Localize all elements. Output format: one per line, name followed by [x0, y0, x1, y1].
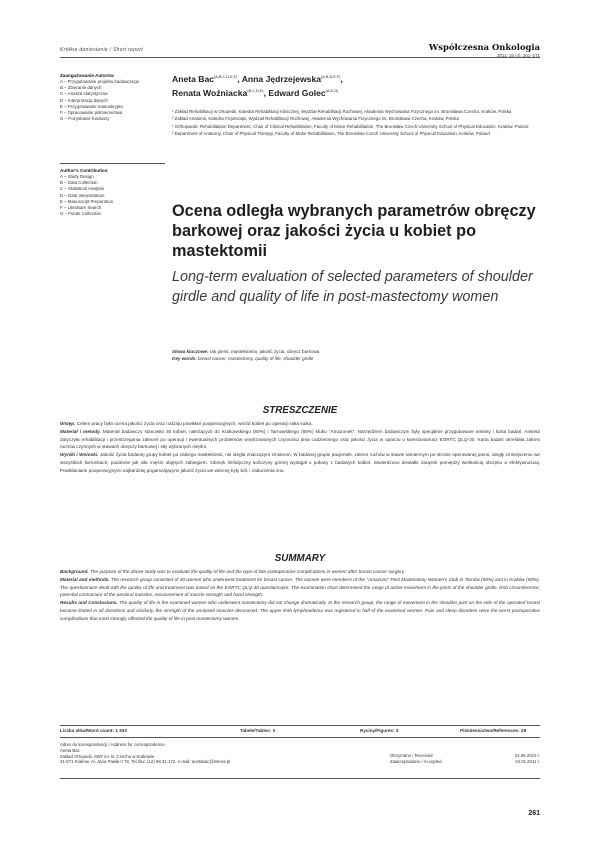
contribution-item: F – Literature Search: [60, 205, 102, 211]
journal-volume: 2011; 15 (4): 261–271: [497, 53, 540, 58]
contribution-item: G – Funds Collection: [60, 211, 101, 217]
contribution-item: A – Study Design: [60, 174, 94, 179]
stats-rule-top: [60, 725, 540, 726]
abstract-text: Celem pracy była ocena jakości życia oraz rodzaju powikłań pooperacyjnych, wśród kobiet po operacji raka sutka.: [76, 421, 313, 426]
section-category: Krótkie doniesienie / Short report: [60, 47, 144, 53]
contribution-pl: [60, 73, 165, 122]
contribution-item: E – Manuscript Preparation: [60, 198, 114, 204]
abstract-text: Materiał badawczy stanowiło 30 kobiet, należących do Krakowskiego (50%) i Tarnowskiego (50%) klubu "Amazonek". Narzędziem badawczym były specjalnie przygotowane ankiety i karta badań. Ankieta dotyczyła rehabilitacji i przestrzegania zaleceń po operacji i ewentualnych problemów wnętrzowanych czynności dnia codziennego oraz jakości życia w oparciu o kwestionariusz EORTC QLQ-30. Karta badań określała zakres ruchów czynnych w stawach obręczy barkowej i siły wybranych mięśni.: [60, 428, 540, 450]
affiliation: ² Department of Anatomy, Chair of Physical Therapy, Faculty of Motor Rehabilitation, The Bronisław Czech University School of Physical Education, Kraków, Poland: [172, 131, 490, 137]
abstract-label: Background.: [60, 569, 89, 574]
abstract-pl-heading: STRESZCZENIE: [262, 405, 338, 416]
contribution-item: D – Data Interpretation: [60, 192, 105, 198]
contribution-item: A – Przygotowanie projektu badawczego: [60, 79, 140, 84]
word-count: Liczba słów/Word count: 1 333: [60, 728, 127, 733]
author-name: Anna Jędrzejewska: [241, 74, 322, 84]
author-name: Edward Golec: [268, 88, 326, 98]
keywords-pl: rak piersi, mastektomia, jakość życia, obręcz barkowa: [209, 349, 320, 354]
contribution-en: [60, 168, 165, 217]
journal-name: Współczesna Onkologia: [428, 42, 540, 52]
abstract-label: Results and Conclusions.: [60, 600, 118, 606]
author-contrib: (A,B,D,E,F): [321, 75, 341, 79]
table-count: Tabele/Tables: 3: [240, 728, 276, 733]
abstract-text: The purpose of the above study was to evaluate the quality of life and the type of late postoperative complications in women after breast cancer surgery.: [89, 569, 405, 574]
keywords-pl-label: Słowa kluczowe:: [172, 349, 209, 354]
accepted-label: Zaakceptowano / Accepted: [390, 758, 442, 764]
abstract-text: Jakość życia badanej grupy kobiet po zabiegu mastektomii, nie uległa znaczącym zmianom. W badanej grupie pacjentek, zakres ruchów w stawie ramiennym po stronie operowanej piersi, uległy zmniejszeniu we wszystkich kierunkach, podobnie jak siła mięśni objętych zabiegiem. Obrzęk limfatyczny kończyny górnej wystąpił u połowy z badanych kobiet. Stwierdzono dewiałki związek pomiędzy wielkością obrzęku a efektywnością. Powikłaniami pooperacyjnymi najbardziej pogarszającymi jakość życia we wtórnej były ból, i zaburzenia snu.: [60, 452, 540, 473]
accepted-date: 04.01.2011 r.: [515, 758, 540, 764]
page-number: 261: [528, 810, 540, 817]
correspondence-line: 31-571 Kraków, Al. Jana Pawła II 78, Tel./fax: (12) 68 31-172, e-mail: anetabac@interia.pl: [60, 759, 231, 765]
contribution-item: C – Statistical Analysis: [60, 186, 105, 192]
abstract-label: Wyniki i Wnioski.: [60, 452, 99, 458]
contribution-pl-title: Zaangażowanie Autorów: [60, 73, 114, 78]
reference-count: Piśmiennictwo/References: 28: [460, 728, 527, 733]
affiliation: ¹ Zakład Rehabilitacji w Ortopedii, Katedra Rehabilitacji Klinicznej, Wydział Rehabilitacji Ruchowej, Akademia Wychowania Fizycznego im. Bronisława Czecha, Kraków, Polska: [172, 109, 512, 114]
author-name: Aneta Bac: [172, 74, 215, 84]
correspondence-label: Adres do korespondencji / Address for correspondence: [60, 742, 165, 747]
keywords-en-label: Key words:: [172, 356, 197, 362]
contribution-en-title: Author's Contribution: [60, 168, 108, 173]
stats-rule-bottom: [60, 737, 540, 738]
abstract-pl: [60, 420, 540, 475]
contribution-item: F – Opracowanie piśmiennictwa: [60, 110, 123, 116]
left-divider: [60, 163, 165, 164]
author-name: Renata Woźniacka: [172, 88, 248, 98]
contribution-item: E – Przygotowanie manuskryptu: [60, 103, 123, 109]
author-contrib: (A,B,C,D,E,F): [214, 75, 238, 79]
footer-rule: [60, 778, 540, 779]
abstract-label: Wstęp.: [60, 421, 76, 426]
keywords: [172, 348, 542, 362]
author-contrib: (B,C,D,E): [247, 89, 264, 93]
keywords-en: breast cancer, mastectomy, quality of life, shoulder girdle: [198, 356, 314, 362]
contribution-item: C – Analiza statystyczna: [60, 91, 108, 97]
title-english: Long-term evaluation of selected parameters of shoulder girdle and quality of life in post-mastectomy women: [172, 269, 533, 306]
submission-dates: [390, 753, 540, 765]
author-contrib: (A,E,G): [325, 89, 339, 93]
affiliation: ² Zakład Anatomii, Katedra Fizjoterapii, Wydział Rehabilitacji Ruchowej, Akademia Wychowania Fizycznego im. Bronisława Czecha, Kraków, Polska: [172, 116, 459, 122]
abstract-text: The quality of life in the examined women who underwent mastectomy did not change dramatically. In the research group, the range of movement in the shoulder joint on the side of the operated breast became limited in all directions and similarly, the strength of the analysed muscles decreased. The upper limb lymphoedema was registered in half of the examined women. Pain and sleep disorders were the worst postoperative complications that most strongly affected the quality of life in post-mastectomy women.: [60, 600, 540, 621]
affiliation: ¹ Orthopaedic Rehabilitation Department, Chair of Clinical Rehabilitation, Faculty of Motor Rehabilitation, The Bronisław Czech University School of Physical Education, Kraków, Poland: [172, 123, 529, 129]
abstract-en-heading: SUMMARY: [274, 553, 326, 564]
received-label: Otrzymano / Received: [390, 753, 433, 758]
abstract-label: Materiał i metody.: [60, 428, 101, 434]
figure-count: Ryciny/Figures: 3: [360, 728, 399, 733]
journal-masthead: [429, 42, 540, 58]
abstract-text: The research group consisted of 30 women who underwent treatment for breast cancer. The women were members of the "Amazons" Post Mastectomy Women's Club in Tarnów (50%) and in Kraków (50%). The questionnaire dealt with the quality of life and treatment was based on the EORTC QLQ-30 questionnaire. The examination chart determined the range of active movement in the joints of the shoulder girdle, limb circumference, potential contracture of the pectoral muscles, measurement of muscle strength and hand strength.: [60, 576, 540, 598]
contribution-item: B – Zbieranie danych: [60, 85, 102, 91]
contribution-item: B – Data Collection: [60, 180, 98, 186]
received-date: 24.06.2010 r.: [514, 753, 540, 758]
title-polish: Ocena odległa wybranych parametrów obręczy barkowej oraz jakości życia u kobiet po mastektomii: [172, 202, 536, 260]
affiliations: [172, 109, 542, 139]
correspondence-line: Zakład Ortopedii, AWF im. B. Czecha w Krakowie: [60, 753, 155, 759]
contribution-item: G – Pozyskanie funduszy: [60, 116, 110, 122]
abstract-label: Material and methods.: [60, 576, 110, 582]
abstract-en: [60, 568, 540, 623]
author-list: Aneta Bac$^{(A,B,C,D,E,F)}$, Anna Jędrzejewska$^{(A,B,D,E,F)}$, Renata Woźniacka$^{(B,C,D,E)}$, Edward Golec$^{(A,E,G)}$: [172, 74, 343, 98]
header-rule: [60, 57, 540, 58]
contribution-item: D – Interpretacja danych: [60, 97, 108, 103]
correspondence-name: Aneta Bac: [60, 747, 80, 753]
